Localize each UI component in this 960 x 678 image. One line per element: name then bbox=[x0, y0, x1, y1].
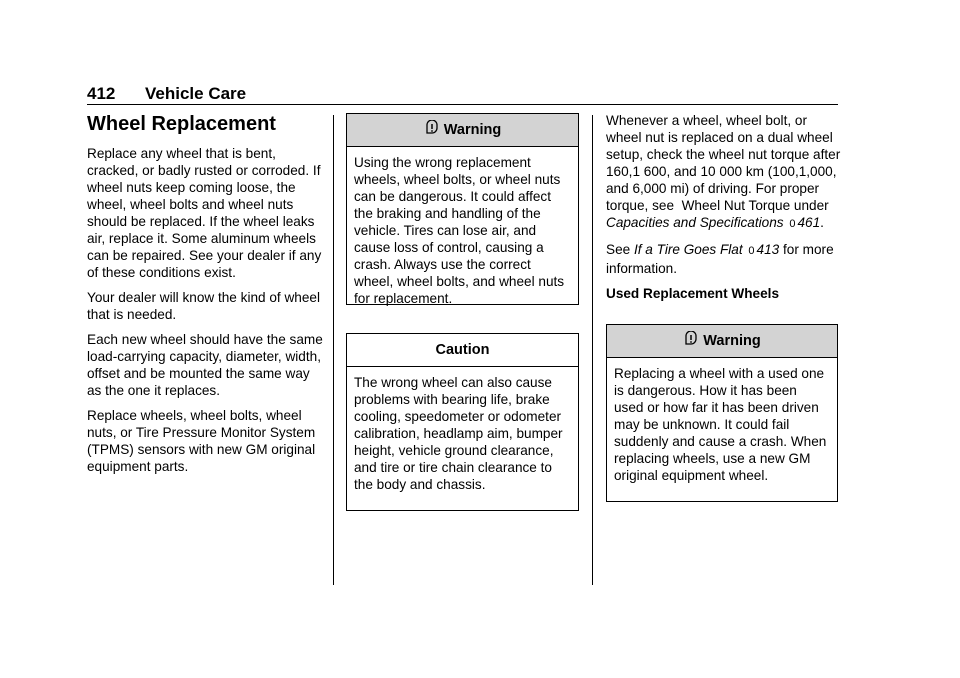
column-divider-2 bbox=[592, 115, 593, 585]
period: . bbox=[820, 215, 824, 230]
paragraph: Your dealer will know the kind of wheel that is needed. bbox=[87, 290, 320, 322]
page-ref-arrow: 0 bbox=[789, 218, 796, 230]
warning-label: Warning bbox=[443, 122, 502, 138]
warning-text: Replacing a wheel with a used one is dangerous. How it has been used or how far it has been driven may be unknown. It could fail suddenly and cause a crash. When replacing wheels, use a new GM original equipment wheel. bbox=[614, 366, 827, 483]
page-ref[interactable]: 413 bbox=[756, 242, 780, 257]
left-column bbox=[87, 111, 327, 483]
right-column bbox=[606, 112, 846, 310]
warning-icon bbox=[424, 120, 440, 136]
caution-box bbox=[346, 333, 579, 511]
torque-text: Whenever a wheel, wheel bolt, or wheel nut is replaced on a dual wheel setup, check the wheel nut torque after 160,1 600, and 10 000 km (100,1,000, and 6,000 mi) of driving. For proper torque, see Wheel Nut Torque under bbox=[606, 113, 841, 213]
used-wheel-warning-box bbox=[606, 324, 838, 502]
section-title: Vehicle Care bbox=[145, 84, 247, 103]
warning-icon bbox=[683, 331, 699, 347]
paragraph: Replace wheels, wheel bolts, wheel nuts, or Tire Pressure Monitor System (TPMS) sensors with new GM original equipment parts. bbox=[87, 408, 316, 474]
page-ref[interactable]: 461 bbox=[797, 215, 821, 230]
paragraph bbox=[606, 112, 846, 233]
see-text: See bbox=[606, 242, 631, 257]
caution-header: Caution bbox=[347, 334, 578, 367]
paragraph bbox=[606, 241, 846, 277]
warning-header bbox=[607, 325, 837, 358]
subheading: Used Replacement Wheels bbox=[606, 286, 780, 301]
page-ref-arrow: 0 bbox=[748, 245, 755, 257]
caution-text: The wrong wheel can also cause problems with bearing life, brake cooling, speedometer or odometer calibration, headlamp aim, bumper height, vehicle ground clearance, and tire or tire chain clearance to the body and chassis. bbox=[354, 375, 563, 492]
page-number: 412 bbox=[87, 84, 116, 103]
section-heading: Wheel Replacement bbox=[87, 113, 276, 135]
warning-header bbox=[347, 114, 578, 147]
warning-label: Warning bbox=[703, 333, 761, 349]
paragraph: Each new wheel should have the same load-carrying capacity, diameter, width, offset and be mounted the same way as the one it replaces. bbox=[87, 332, 323, 398]
header-rule bbox=[87, 104, 838, 105]
paragraph: Replace any wheel that is bent, cracked, or badly rusted or corroded. If wheel nuts keep coming loose, the wheel, wheel bolts and wheel nuts should be replaced. If the wheel leaks air, replace it. Some aluminum wheels can be repaired. See your dealer if any of these conditions exist. bbox=[87, 146, 322, 280]
more-info-text: for more information. bbox=[606, 242, 834, 276]
capacities-link[interactable]: Capacities and Specifications bbox=[606, 215, 784, 230]
warning-box bbox=[346, 113, 579, 305]
flat-tire-link[interactable]: If a Tire Goes Flat bbox=[633, 242, 743, 257]
warning-text: Using the wrong replacement wheels, wheel bolts, or wheel nuts can be dangerous. It could affect the braking and handling of the vehicle. Tires can lose air, and cause loss of control, causing a crash. Always use the correct wheel, wheel bolts, and wheel nuts for replacement. bbox=[354, 155, 565, 306]
column-divider-1 bbox=[333, 115, 334, 585]
page-header bbox=[87, 84, 246, 104]
